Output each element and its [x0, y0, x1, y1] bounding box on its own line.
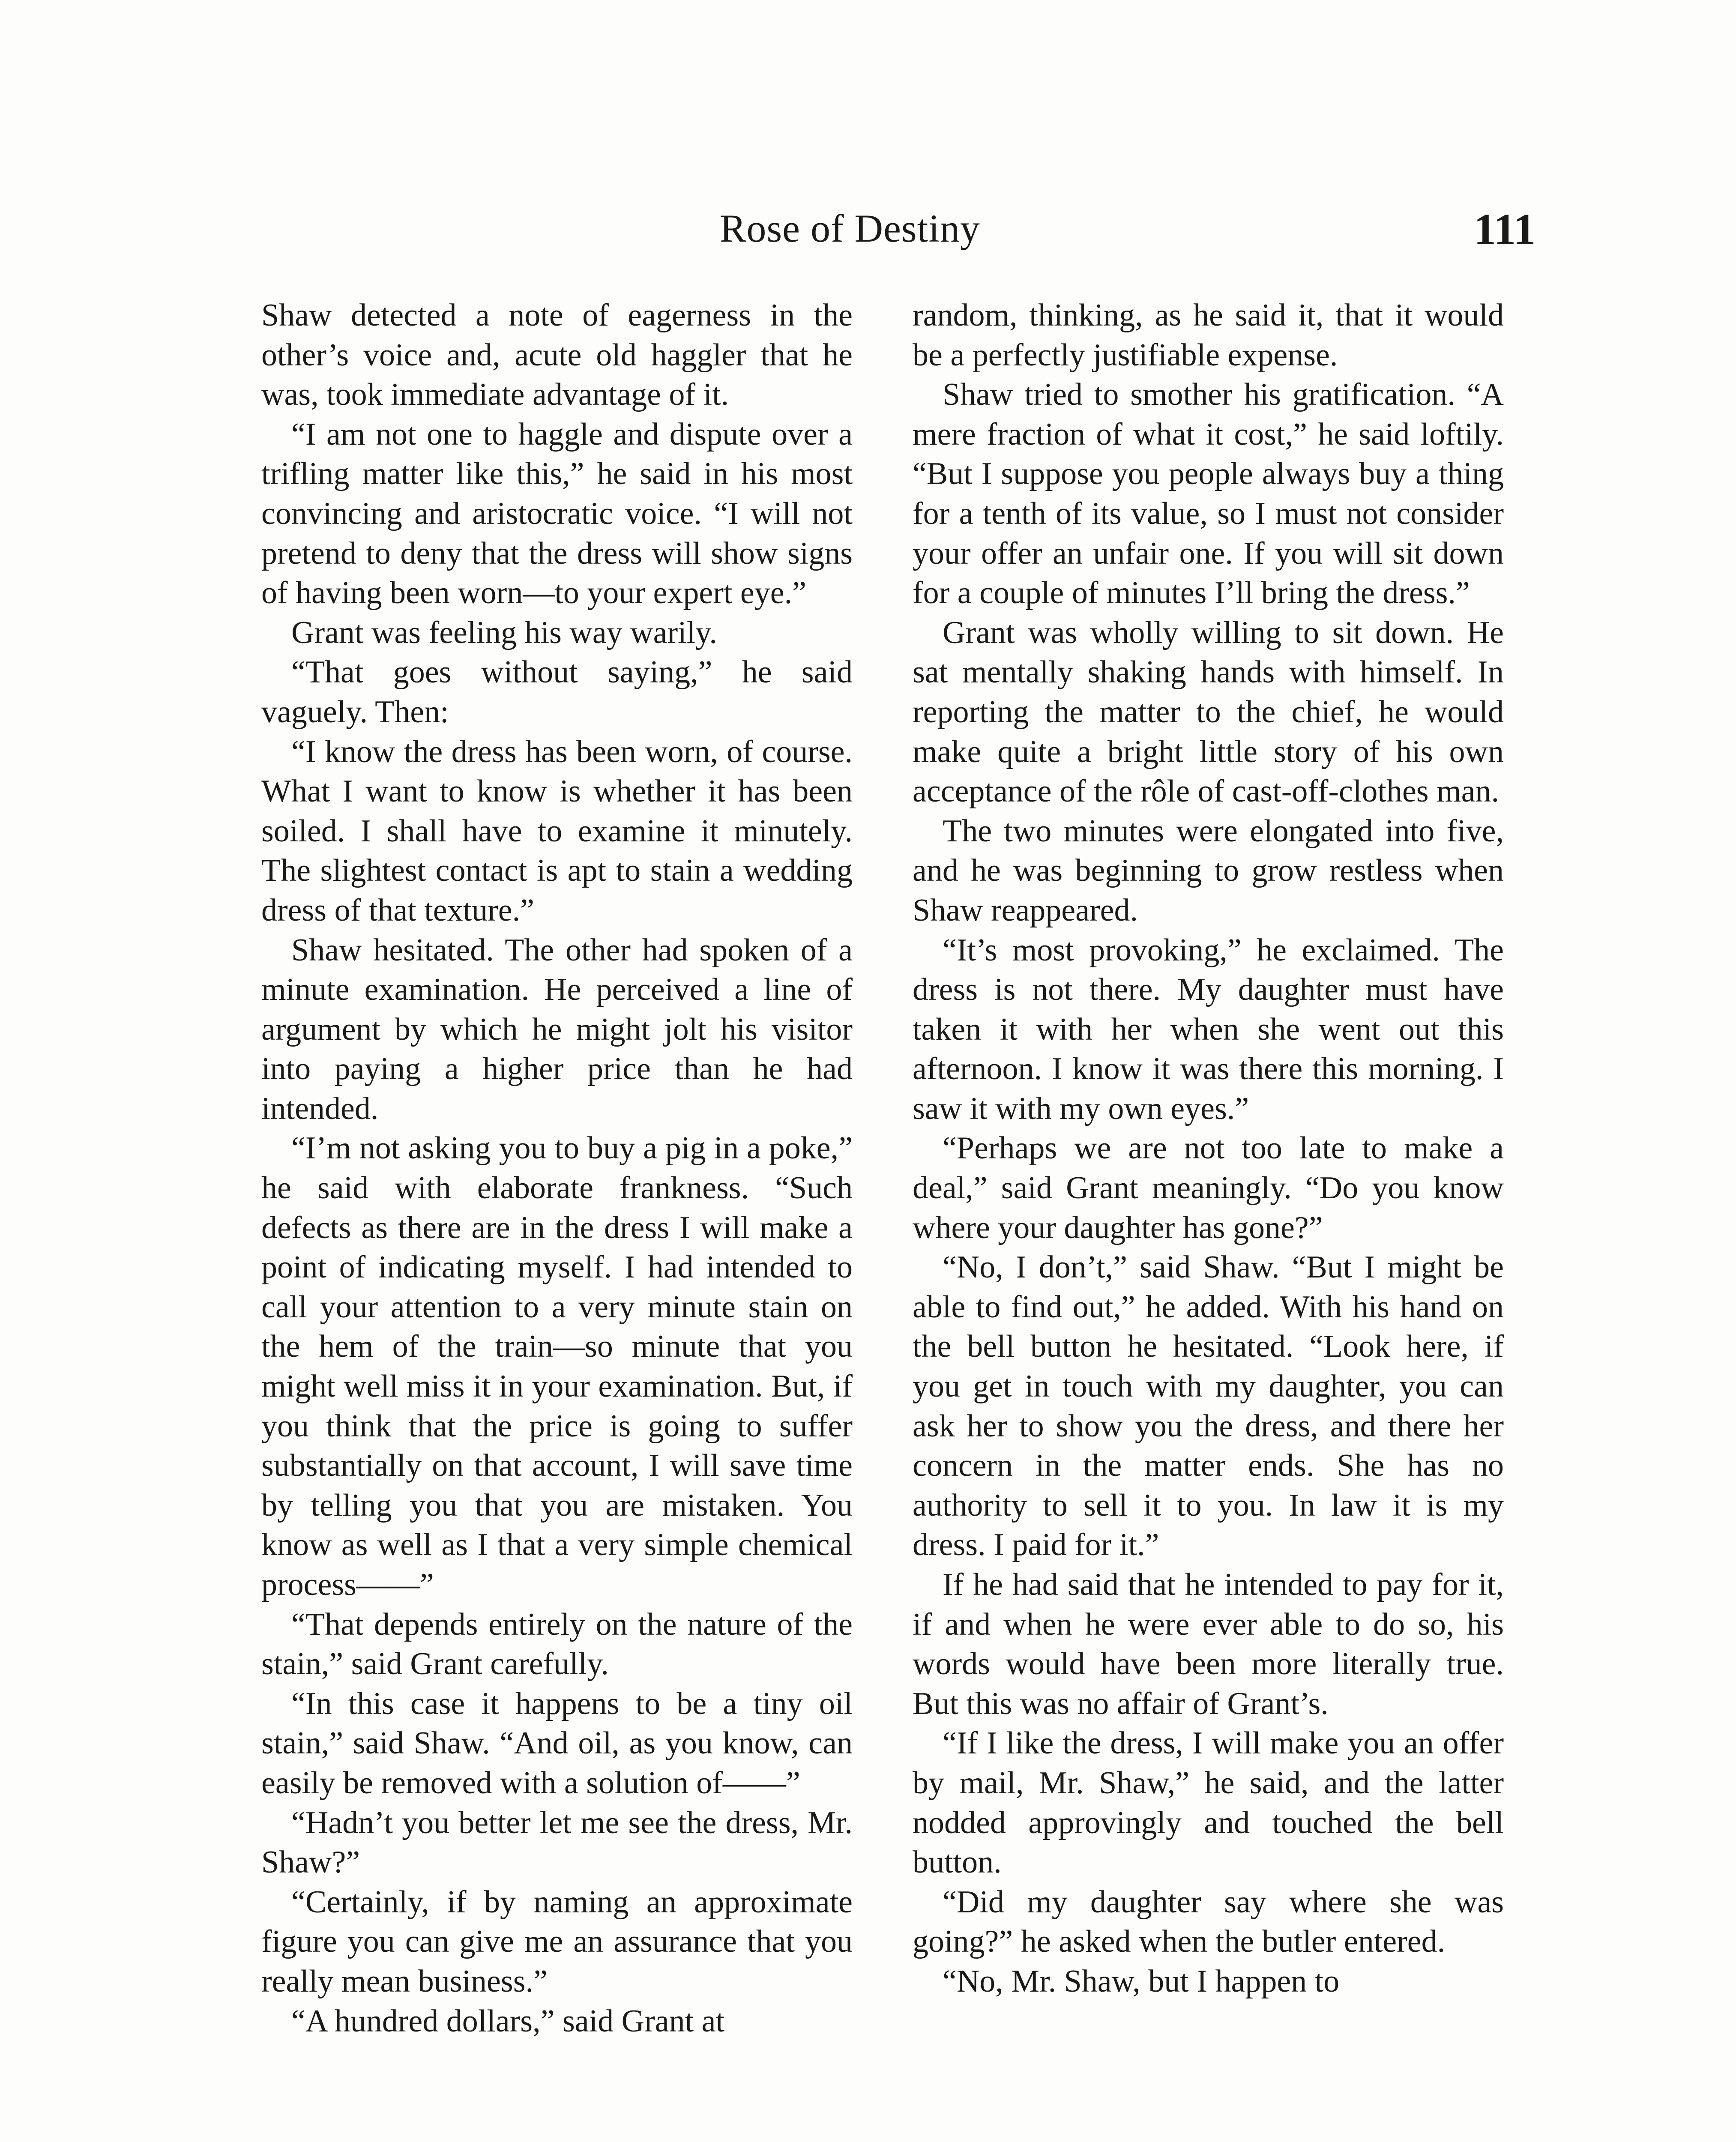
text-column-left	[261, 296, 853, 2142]
paragraph: “No, Mr. Shaw, but I happen to	[943, 1963, 1340, 1999]
paragraph: Shaw tried to smother his gratification. “A mere fraction of what it cost,” he said loftily. “But I suppose you people always buy a thing for a tenth of its value, so I must not consider your offer an unfair one. If you will sit down for a couple of minutes I’ll bring the dress.”	[913, 377, 1504, 611]
paragraph: “It’s most provoking,” he exclaimed. The dress is not there. My daughter must have taken it with her when she went out this afternoon. I know it was there this morning. I saw it with my own eyes.”	[913, 932, 1504, 1126]
text-column-right	[913, 296, 1504, 2142]
paragraph: “I’m not asking you to buy a pig in a poke,” he said with elaborate frankness. “Such defects as there are in the dress I will make a point of indicating myself. I had intended to call your attention to a very minute stain on the hem of the train—so minute that you might well miss it in your examination. But, if you think that the price is going to suffer substantially on that account, I will save time by telling you that you are mistaken. You know as well as I that a very simple chemical process——”	[261, 1131, 853, 1602]
paragraph: Grant was feeling his way warily.	[291, 615, 717, 650]
paragraph: random, thinking, as he said it, that it would be a perfectly justifiable expense.	[913, 298, 1504, 373]
paragraph: Shaw hesitated. The other had spoken of a minute examination. He perceived a line of argument by which he might jolt his visitor into paying a higher price than he had intended.	[261, 932, 853, 1126]
paragraph: “Did my daughter say where she was going?” he asked when the butler entered.	[913, 1884, 1504, 1960]
paragraph: “If I like the dress, I will make you an offer by mail, Mr. Shaw,” he said, and the latter nodded approvingly and touched the bell button.	[913, 1726, 1504, 1880]
paragraph: “A hundred dollars,” said Grant at	[291, 2003, 725, 2039]
paragraph: If he had said that he intended to pay for it, if and when he were ever able to do so, his words would have been more literally true. But this was no affair of Grant’s.	[913, 1567, 1504, 1721]
paragraph: Shaw detected a note of eagerness in the other’s voice and, acute old haggler that he was, took immediate advantage of it.	[261, 298, 853, 413]
paragraph: “In this case it happens to be a tiny oil stain,” said Shaw. “And oil, as you know, can easily be removed with a solution of——”	[261, 1686, 853, 1801]
paragraph: “I know the dress has been worn, of course. What I want to know is whether it has been soiled. I shall have to examine it minutely. The slightest contact is apt to stain a wedding dress of that texture.”	[261, 734, 853, 928]
paragraph: “Hadn’t you better let me see the dress, Mr. Shaw?”	[261, 1805, 853, 1880]
paragraph: “Perhaps we are not too late to make a deal,” said Grant meaningly. “Do you know where your daughter has gone?”	[913, 1131, 1504, 1245]
paragraph: Grant was wholly willing to sit down. He sat mentally shaking hands with himself. In reporting the matter to the chief, he would make quite a bright little story of his own acceptance of the rôle of cast-off-clothes man.	[913, 615, 1504, 809]
paragraph: “I am not one to haggle and dispute over a trifling matter like this,” he said in his most convincing and aristocratic voice. “I will not pretend to deny that the dress will show signs of having been worn—to your expert eye.”	[261, 416, 853, 611]
paragraph: “That goes without saying,” he said vaguely. Then:	[261, 655, 853, 730]
paragraph: “That depends entirely on the nature of the stain,” said Grant carefully.	[261, 1606, 853, 1682]
running-head-title: Rose of Destiny	[720, 206, 980, 250]
paragraph: “Certainly, if by naming an approximate figure you can give me an assurance that you really mean business.”	[261, 1884, 853, 1999]
paragraph: “No, I don’t,” said Shaw. “But I might be able to find out,” he added. With his hand on the bell button he hesitated. “Look here, if you get in touch with my daughter, you can ask her to show you the dress, and there her concern in the matter ends. She has no authority to sell it to you. In law it is my dress. I paid for it.”	[913, 1250, 1504, 1563]
paragraph: The two minutes were elongated into five, and he was beginning to grow restless when Shaw reappeared.	[913, 813, 1504, 928]
page-number: 111	[1474, 205, 1536, 254]
